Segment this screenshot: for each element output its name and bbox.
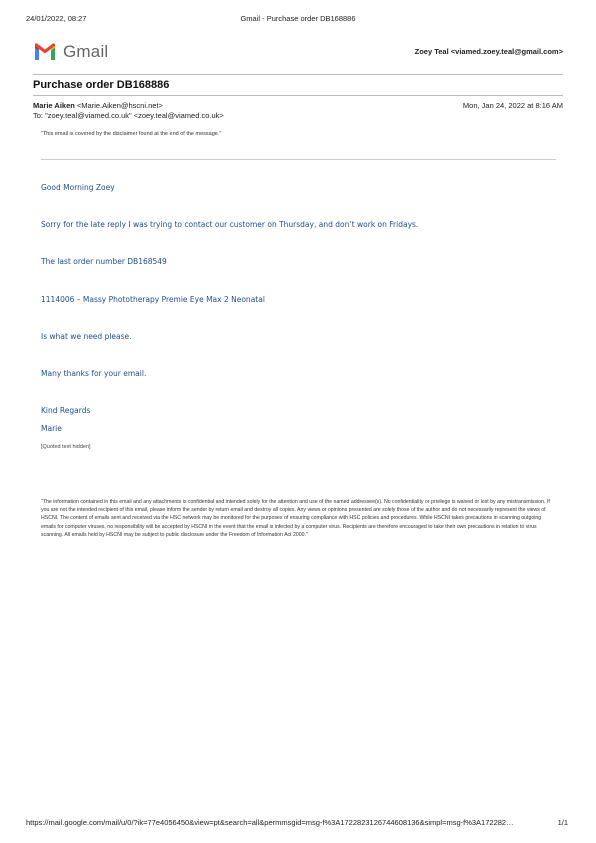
body-line-1: Sorry for the late reply I was trying to contact our customer on Thursday, and don’t work on Fridays.: [41, 220, 419, 229]
quoted-text-toggle[interactable]: [Quoted text hidden]: [41, 444, 91, 450]
sender-email: <Marie.Aiken@hscni.net>: [76, 101, 163, 110]
recipient-line: To: "zoey.teal@viamed.co.uk" <zoey.teal@viamed.co.uk>: [33, 111, 224, 120]
body-greeting: Good Morning Zoey: [41, 183, 115, 192]
body-line-5: Many thanks for your email.: [41, 369, 147, 378]
body-divider: [41, 159, 556, 160]
sender-name: Marie Aiken: [33, 101, 75, 110]
email-subject: Purchase order DB168886: [33, 79, 170, 91]
print-header-datetime: 24/01/2022, 08:27: [26, 14, 87, 23]
subject-divider: [33, 95, 563, 96]
print-header-title: Gmail - Purchase order DB168886: [240, 14, 356, 23]
body-line-3: 1114006 – Massy Phototherapy Premie Eye Max 2 Neonatal: [41, 295, 265, 304]
print-footer-page: 1/1: [557, 818, 568, 827]
gmail-logo-text: Gmail: [63, 42, 109, 61]
account-email: Zoey Teal <viamed.zoey.teal@gmail.com>: [414, 47, 563, 56]
footer-disclaimer: "The information contained in this email and any attachments is confidential and intended solely for the attention and use of the named addressee(s). No confidentiality or privilege is waived or lost by any mistransmission. If you are not the intended recipient of this email, please inform the sender by return email and destroy all copies. Any views or opinions presented are solely those of the author and do not necessarily represent the views of HSCNI. The content of emails sent and received via the HSC network may be monitored for the purposes of ensuring compliance with HSC policies and procedures. While HSCNI takes precautions in scanning outgoing emails for computer viruses, no responsibility will be accepted by HSCNI in the event that the email is infected by a computer virus. Recipients are therefore encouraged to take their own precautions in relation to virus scanning. All emails held by HSCNI may be subject to public disclosure under the Freedom of Information Act 2000.": [41, 499, 550, 538]
gmail-logo: [33, 42, 108, 62]
body-signature: Marie: [41, 424, 62, 433]
print-footer-url: https://mail.google.com/mail/u/0/?ik=77e4056450&view=pt&search=all&permmsgid=msg-f%3A1722823126744608136&simpl=msg-f%3A172282…: [26, 818, 514, 827]
header-divider: [33, 74, 563, 75]
disclaimer-notice: "This email is covered by the disclaimer found at the end of the message.": [41, 131, 222, 137]
body-line-4: Is what we need please.: [41, 332, 132, 341]
sent-date: Mon, Jan 24, 2022 at 8:16 AM: [462, 101, 563, 110]
sender-line: [33, 101, 163, 110]
body-line-2: The last order number DB168549: [41, 257, 167, 266]
body-signoff: Kind Regards: [41, 406, 91, 415]
gmail-m-icon: [33, 43, 57, 61]
